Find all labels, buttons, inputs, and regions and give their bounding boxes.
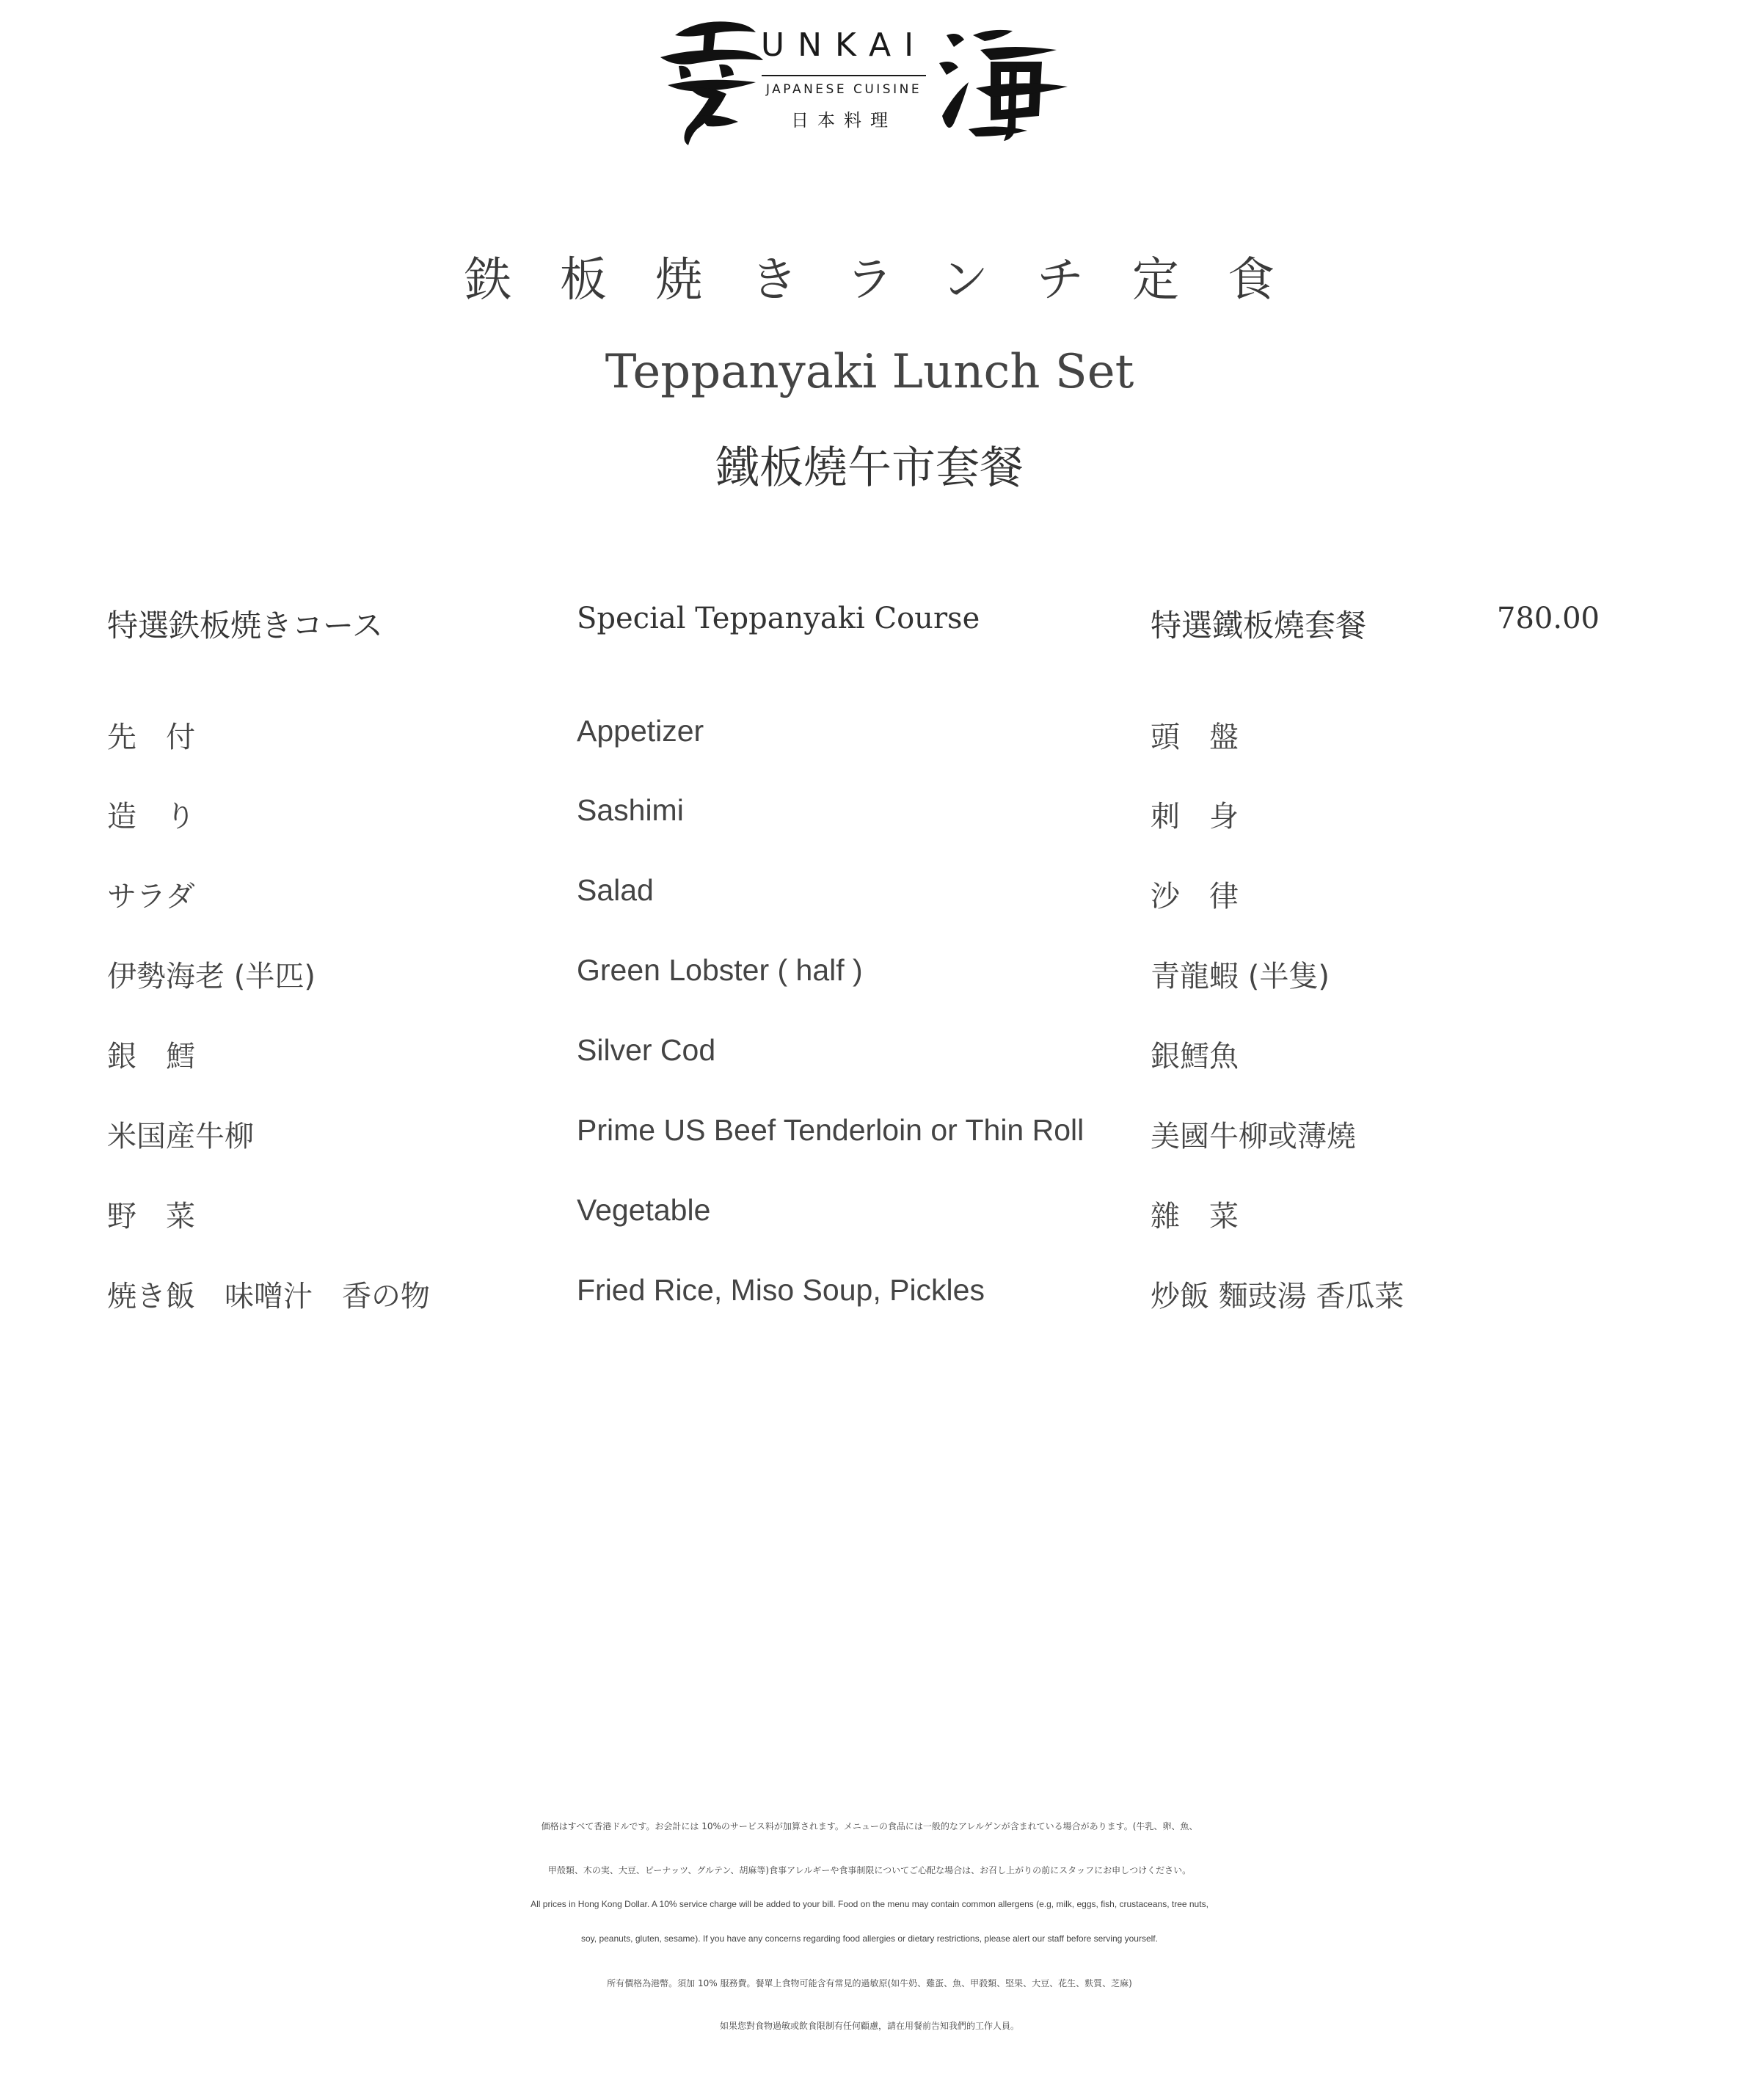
menu-item-jp: 焼き飯 味噌汁 香の物	[107, 1280, 430, 1313]
logo-subtitle: JAPANESE CUISINE	[765, 82, 922, 97]
menu-item-en: Prime US Beef Tenderloin or Thin Roll	[577, 1113, 1084, 1147]
title-chinese: 鐵板燒午市套餐	[715, 442, 1024, 494]
menu-item-en: Salad	[577, 873, 654, 907]
menu-item-zh: 沙 律	[1151, 880, 1239, 914]
menu-item-jp: 造 り	[107, 800, 195, 834]
menu-item-row	[0, 1113, 1739, 1164]
menu-item-row	[0, 953, 1739, 1005]
menu-item-zh: 炒飯 麵豉湯 香瓜菜	[1151, 1280, 1404, 1313]
restaurant-logo	[646, 6, 1071, 153]
title-japanese: 鉄板焼きランチ定食	[464, 253, 1323, 307]
title-english: Teppanyaki Lunch Set	[605, 345, 1134, 399]
course-price: 780.00	[1497, 602, 1600, 635]
menu-item-jp: 野 菜	[107, 1200, 195, 1233]
menu-item-en: Sashimi	[577, 793, 684, 827]
menu-item-zh: 銀鱈魚	[1151, 1040, 1239, 1073]
menu-item-jp: 先 付	[107, 721, 195, 754]
logo-name: UNKAI	[760, 26, 927, 64]
menu-item-row	[0, 793, 1739, 845]
menu-item-en: Green Lobster ( half )	[577, 953, 863, 987]
footer-note-en-1: All prices in Hong Kong Dollar. A 10% service charge will be added to your bill. Food on the menu may contain common allergens (e.g, milk, eggs, fish, crustaceans, tree nuts,	[531, 1899, 1208, 1909]
menu-item-jp: 米国産牛柳	[107, 1120, 254, 1153]
menu-item-zh: 美國牛柳或薄燒	[1151, 1120, 1356, 1153]
menu-item-zh: 青龍蝦 (半隻)	[1151, 960, 1330, 994]
course-name-zh: 特選鐵板燒套餐	[1151, 608, 1367, 644]
menu-item-zh: 雜 菜	[1151, 1200, 1239, 1233]
menu-item-row	[0, 1033, 1739, 1084]
footer-note-jp-1: 価格はすべて香港ドルです。お会計には 10%のサービス料が加算されます。メニューの食品には一般的なアレルゲンが含まれている場合があります。(牛乳、卵、魚、	[541, 1821, 1198, 1831]
menu-item-row	[0, 1193, 1739, 1244]
menu-item-jp: 伊勢海老 (半匹)	[107, 960, 316, 994]
menu-item-en: Silver Cod	[577, 1033, 716, 1067]
menu-item-row	[0, 714, 1739, 765]
menu-item-zh: 刺 身	[1151, 800, 1239, 834]
menu-item-en: Appetizer	[577, 714, 704, 748]
footer-note-zh-1: 所有價格為港幣。須加 10% 服務費。餐單上食物可能含有常見的過敏原(如牛奶、雞蛋、魚、甲殺類、堅果、大豆、花生、麩質、芝麻)	[607, 1978, 1132, 1988]
footer-note-jp-2: 甲殻類、木の実、大豆、ピーナッツ、グルテン、胡麻等)食事アレルギーや食事制限についてご心配な場合は、お召し上がりの前にスタッフにお申しつけください。	[547, 1865, 1192, 1875]
footer-note-zh-2: 如果您對食物過敏或飲食限制有任何顧慮，請在用餐前告知我們的工作人員。	[719, 2021, 1019, 2031]
menu-item-zh: 頭 盤	[1151, 721, 1239, 754]
course-name-jp: 特選鉄板焼きコース	[107, 608, 383, 644]
menu-item-jp: サラダ	[107, 880, 195, 914]
menu-item-row	[0, 1273, 1739, 1324]
logo-japanese: 日本料理	[791, 110, 897, 131]
menu-item-en: Vegetable	[577, 1193, 711, 1227]
footer-note-en-2: soy, peanuts, gluten, sesame). If you have any concerns regarding food allergies or dietary restrictions, please alert our staff before serving yourself.	[581, 1933, 1158, 1944]
menu-item-en: Fried Rice, Miso Soup, Pickles	[577, 1273, 985, 1307]
course-heading-row	[0, 602, 1739, 653]
menu-item-jp: 銀 鱈	[107, 1040, 195, 1073]
course-name-en: Special Teppanyaki Course	[577, 602, 980, 635]
menu-item-row	[0, 873, 1739, 925]
logo-divider	[762, 75, 926, 76]
